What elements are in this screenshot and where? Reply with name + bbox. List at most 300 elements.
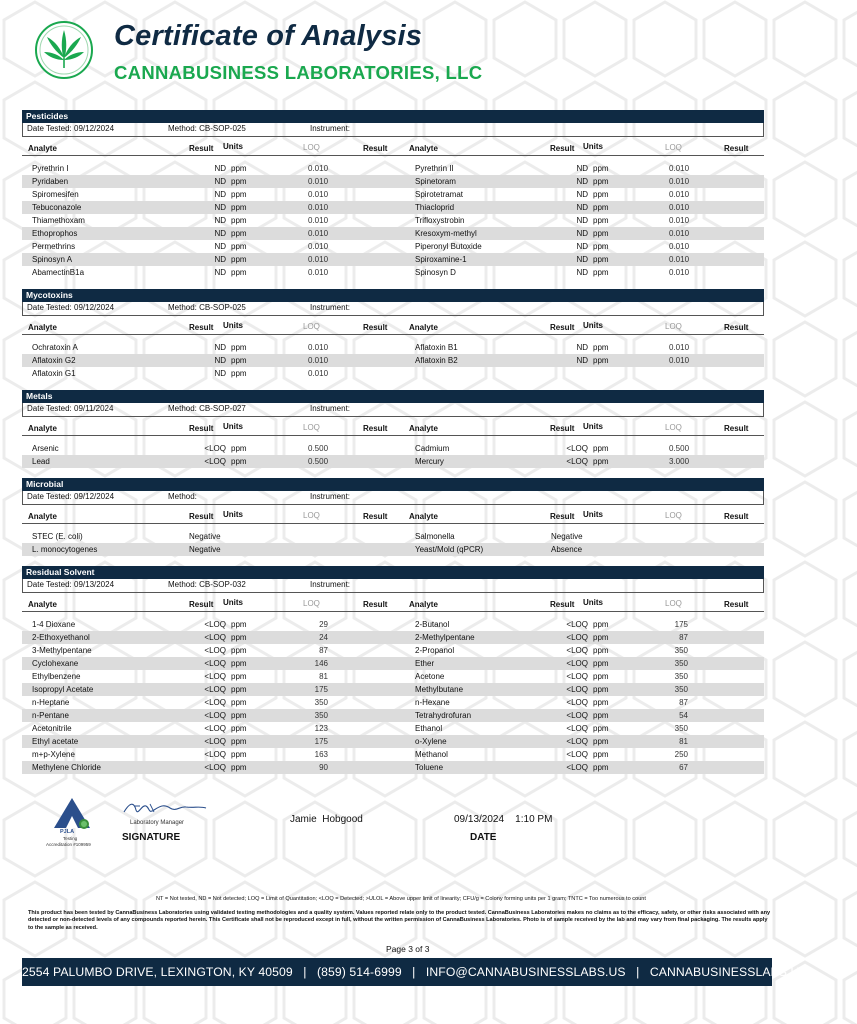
- cannabis-leaf-logo-icon: [34, 20, 94, 80]
- units-cell: ppm: [593, 659, 609, 668]
- units-cell: ppm: [231, 737, 247, 746]
- analyte-cell: AbamectinB1a: [32, 268, 85, 277]
- result-status-header: Result: [363, 144, 388, 153]
- loq-header: LOQ: [665, 423, 682, 432]
- loq-cell: 0.010: [669, 190, 690, 199]
- loq-cell: 350: [674, 659, 688, 668]
- table-row: [22, 240, 764, 253]
- units-header: Units: [583, 598, 603, 607]
- loq-header: LOQ: [665, 511, 682, 520]
- analyte-header: Analyte: [409, 323, 438, 332]
- table-row: [22, 162, 764, 175]
- loq-cell: 81: [319, 672, 328, 681]
- analyte-cell: Ethoprophos: [32, 229, 78, 238]
- units-cell: ppm: [231, 343, 247, 352]
- section-gap: [22, 380, 764, 390]
- method-label: Method: CB-SOP-025: [168, 124, 246, 133]
- section-rows: [22, 618, 764, 774]
- units-cell: ppm: [231, 190, 247, 199]
- loq-cell: 0.010: [669, 268, 690, 277]
- result-cell: ND: [214, 203, 226, 212]
- result-header: Result: [189, 323, 214, 332]
- analyte-cell: Acetonitrile: [32, 724, 72, 733]
- loq-cell: 87: [679, 633, 688, 642]
- loq-cell: 0.010: [669, 164, 690, 173]
- analyte-cell: Permethrins: [32, 242, 76, 251]
- units-cell: ppm: [593, 242, 609, 251]
- result-cell: <LOQ: [566, 620, 588, 629]
- result-cell: ND: [576, 242, 588, 251]
- result-cell: ND: [576, 216, 588, 225]
- result-cell: <LOQ: [204, 646, 226, 655]
- analyte-cell: 2-Butanol: [415, 620, 450, 629]
- result-cell: <LOQ: [204, 737, 226, 746]
- date-tested-label: Date Tested: 09/12/2024: [27, 303, 115, 312]
- result-cell: <LOQ: [566, 737, 588, 746]
- loq-cell: 175: [314, 737, 328, 746]
- loq-cell: 350: [314, 711, 328, 720]
- loq-header: LOQ: [303, 511, 320, 520]
- date-tested-label: Date Tested: 09/11/2024: [27, 404, 114, 413]
- result-cell: <LOQ: [204, 659, 226, 668]
- table-row: [22, 748, 764, 761]
- result-status-header: Result: [724, 600, 749, 609]
- result-header: Result: [189, 512, 214, 521]
- units-cell: ppm: [231, 255, 247, 264]
- loq-cell: 0.010: [308, 190, 329, 199]
- analyte-cell: Aflatoxin B2: [415, 356, 458, 365]
- section-gap: [22, 556, 764, 566]
- result-cell: <LOQ: [204, 763, 226, 772]
- result-status-header: Result: [724, 424, 749, 433]
- analyte-header: Analyte: [409, 600, 438, 609]
- table-row: [22, 657, 764, 670]
- loq-header: LOQ: [665, 143, 682, 152]
- units-cell: ppm: [593, 190, 609, 199]
- method-label: Method: CB-SOP-025: [168, 303, 246, 312]
- result-header: Result: [189, 424, 214, 433]
- section-info-row: [22, 403, 764, 417]
- result-cell: <LOQ: [204, 750, 226, 759]
- column-header-row: [22, 421, 764, 436]
- section-title: Residual Solvent: [22, 566, 764, 579]
- disclaimer-text: This product has been tested by CannaBusiness Laboratories using validated testing methodologies and a quality system. Values reported relate only to the product tested. CannaBusiness Laboratories makes no claims as to the efficacy, safety, or other risks associated with any detected or non-detected levels of any compounds reported herein. This Certificate shall not be reproduced except in full, without the written permission of CannaBusiness Laboratories. Photo is of sample received by the lab and may vary from final packaging. The results apply to the sample as received.: [28, 909, 771, 931]
- loq-cell: 0.010: [308, 343, 329, 352]
- loq-cell: 0.500: [308, 444, 329, 453]
- pjla-label: PJLA: [60, 829, 75, 835]
- loq-cell: 0.010: [308, 255, 329, 264]
- section-title: Metals: [22, 390, 764, 403]
- analyte-cell: Tebuconazole: [32, 203, 82, 212]
- analyte-cell: Spinosyn D: [415, 268, 456, 277]
- units-cell: ppm: [231, 216, 247, 225]
- analyte-cell: Ochratoxin A: [32, 343, 78, 352]
- units-cell: ppm: [593, 737, 609, 746]
- units-cell: ppm: [231, 369, 247, 378]
- result-cell: <LOQ: [566, 672, 588, 681]
- result-cell: ND: [576, 255, 588, 264]
- loq-cell: 54: [679, 711, 688, 720]
- units-cell: ppm: [593, 750, 609, 759]
- loq-cell: 175: [674, 620, 688, 629]
- units-cell: ppm: [593, 457, 609, 466]
- column-header-row: [22, 509, 764, 524]
- date-label: DATE: [470, 832, 497, 843]
- units-cell: ppm: [593, 444, 609, 453]
- footer-contact-bar: 2554 PALUMBO DRIVE, LEXINGTON, KY 40509 | (859) 514-6999 | INFO@CANNABUSINESSLABS.US | CANNABUSINESSLABS.US: [22, 958, 772, 986]
- analyte-cell: n-Pentane: [32, 711, 69, 720]
- loq-cell: 0.010: [669, 177, 690, 186]
- table-row: [22, 696, 764, 709]
- units-cell: ppm: [231, 620, 247, 629]
- result-cell: <LOQ: [566, 724, 588, 733]
- result-cell: ND: [214, 216, 226, 225]
- notes-block: [28, 896, 774, 932]
- result-status-header: Result: [724, 323, 749, 332]
- analyte-cell: Cyclohexane: [32, 659, 79, 668]
- units-cell: ppm: [231, 685, 247, 694]
- table-row: [22, 644, 764, 657]
- result-cell: ND: [214, 229, 226, 238]
- column-header-row: [22, 141, 764, 156]
- table-row: [22, 266, 764, 279]
- result-header: Result: [550, 323, 575, 332]
- units-cell: ppm: [593, 203, 609, 212]
- result-cell: ND: [576, 203, 588, 212]
- method-label: Method:: [168, 492, 197, 501]
- result-cell: <LOQ: [204, 672, 226, 681]
- result-status-header: Result: [724, 512, 749, 521]
- table-row: [22, 214, 764, 227]
- analyte-header: Analyte: [28, 323, 57, 332]
- loq-cell: 0.500: [308, 457, 329, 466]
- result-header: Result: [189, 144, 214, 153]
- analyte-cell: 2-Methylpentane: [415, 633, 475, 642]
- analyte-cell: Thiamethoxam: [32, 216, 85, 225]
- analyte-cell: Pyrethrin II: [415, 164, 454, 173]
- analyte-header: Analyte: [28, 600, 57, 609]
- units-cell: ppm: [231, 711, 247, 720]
- loq-cell: 0.010: [669, 343, 690, 352]
- section-title: Microbial: [22, 478, 764, 491]
- table-row: [22, 735, 764, 748]
- instrument-label: Instrument:: [310, 303, 351, 312]
- section-info-row: [22, 123, 764, 137]
- result-status-header: Result: [363, 323, 388, 332]
- loq-cell: 0.010: [669, 216, 690, 225]
- loq-cell: 250: [674, 750, 688, 759]
- loq-cell: 350: [674, 672, 688, 681]
- units-header: Units: [223, 422, 243, 431]
- result-cell: ND: [576, 190, 588, 199]
- analyte-cell: Arsenic: [32, 444, 59, 453]
- signature-date: 09/13/2024 1:10 PM: [454, 814, 553, 825]
- units-cell: ppm: [593, 685, 609, 694]
- units-header: Units: [223, 510, 243, 519]
- units-cell: ppm: [593, 229, 609, 238]
- table-row: [22, 227, 764, 240]
- loq-header: LOQ: [303, 423, 320, 432]
- table-row: [22, 367, 764, 380]
- result-cell: ND: [214, 177, 226, 186]
- result-cell: <LOQ: [566, 659, 588, 668]
- analyte-cell: Ethyl acetate: [32, 737, 79, 746]
- units-cell: ppm: [593, 164, 609, 173]
- units-cell: ppm: [231, 763, 247, 772]
- section-gap: [22, 468, 764, 478]
- result-cell: ND: [214, 255, 226, 264]
- result-cell: <LOQ: [204, 633, 226, 642]
- section-info-row: [22, 579, 764, 593]
- loq-header: LOQ: [303, 599, 320, 608]
- loq-cell: 0.010: [669, 356, 690, 365]
- units-cell: ppm: [231, 203, 247, 212]
- analyte-cell: L. monocytogenes: [32, 545, 98, 554]
- loq-cell: 350: [674, 685, 688, 694]
- section-info-row: [22, 302, 764, 316]
- table-row: [22, 201, 764, 214]
- instrument-label: Instrument:: [310, 492, 351, 501]
- loq-cell: 163: [314, 750, 328, 759]
- handwritten-signature-icon: [120, 798, 230, 820]
- units-cell: ppm: [231, 672, 247, 681]
- result-cell: <LOQ: [566, 457, 588, 466]
- loq-cell: 0.010: [308, 356, 329, 365]
- analyte-header: Analyte: [28, 512, 57, 521]
- result-cell: Negative: [551, 532, 583, 541]
- analyte-cell: n-Hexane: [415, 698, 450, 707]
- loq-cell: 0.500: [669, 444, 690, 453]
- analyte-cell: Cadmium: [415, 444, 450, 453]
- result-cell: ND: [214, 369, 226, 378]
- date-tested-label: Date Tested: 09/12/2024: [27, 492, 115, 501]
- units-header: Units: [223, 142, 243, 151]
- result-cell: <LOQ: [566, 646, 588, 655]
- results-sections: [22, 110, 764, 784]
- section-title: Mycotoxins: [22, 289, 764, 302]
- result-status-header: Result: [363, 600, 388, 609]
- table-row: [22, 188, 764, 201]
- loq-cell: 0.010: [669, 255, 690, 264]
- signature-label: SIGNATURE: [122, 832, 181, 843]
- section-gap: [22, 774, 764, 784]
- instrument-label: Instrument:: [310, 124, 351, 133]
- loq-cell: 0.010: [308, 216, 329, 225]
- units-cell: ppm: [593, 177, 609, 186]
- table-row: [22, 683, 764, 696]
- section-rows: [22, 162, 764, 279]
- column-header-row: [22, 597, 764, 612]
- result-cell: ND: [214, 242, 226, 251]
- loq-cell: 0.010: [308, 242, 329, 251]
- pjla-testing: Testing: [63, 836, 78, 841]
- result-cell: ND: [214, 356, 226, 365]
- analyte-cell: o-Xylene: [415, 737, 447, 746]
- units-header: Units: [583, 510, 603, 519]
- table-row: [22, 670, 764, 683]
- loq-header: LOQ: [303, 322, 320, 331]
- loq-cell: 87: [319, 646, 328, 655]
- analyte-cell: Spiroxamine-1: [415, 255, 467, 264]
- analyte-cell: Spinetoram: [415, 177, 456, 186]
- analyte-cell: Salmonella: [415, 532, 455, 541]
- result-cell: ND: [214, 164, 226, 173]
- result-cell: <LOQ: [204, 698, 226, 707]
- analyte-cell: 2-Propanol: [415, 646, 455, 655]
- lab-manager-caption: Laboratory Manager: [130, 820, 185, 826]
- table-row: [22, 253, 764, 266]
- units-cell: ppm: [593, 646, 609, 655]
- analyte-cell: Aflatoxin B1: [415, 343, 458, 352]
- result-cell: ND: [214, 190, 226, 199]
- analyte-cell: STEC (E. coli): [32, 532, 83, 541]
- analyte-cell: Spiromesifen: [32, 190, 79, 199]
- analyte-cell: Pyrethrin I: [32, 164, 69, 173]
- analyte-cell: Methylbutane: [415, 685, 464, 694]
- units-cell: ppm: [231, 646, 247, 655]
- result-cell: <LOQ: [566, 633, 588, 642]
- result-cell: <LOQ: [204, 685, 226, 694]
- analyte-cell: 3-Methylpentane: [32, 646, 92, 655]
- units-header: Units: [583, 142, 603, 151]
- loq-cell: 0.010: [308, 177, 329, 186]
- analyte-cell: Ethylbenzene: [32, 672, 81, 681]
- analyte-cell: 2-Ethoxyethanol: [32, 633, 90, 642]
- section-info-row: [22, 491, 764, 505]
- loq-cell: 0.010: [669, 229, 690, 238]
- units-cell: ppm: [593, 216, 609, 225]
- result-cell: ND: [576, 164, 588, 173]
- units-cell: ppm: [231, 633, 247, 642]
- signatory-name: Jamie Hobgood: [290, 814, 363, 825]
- analyte-cell: Isopropyl Acetate: [32, 685, 94, 694]
- analyte-cell: Methanol: [415, 750, 448, 759]
- loq-cell: 0.010: [308, 203, 329, 212]
- table-row: [22, 761, 764, 774]
- result-cell: <LOQ: [204, 457, 226, 466]
- analyte-cell: Spirotetramat: [415, 190, 464, 199]
- analyte-cell: Kresoxym-methyl: [415, 229, 477, 238]
- loq-cell: 0.010: [308, 229, 329, 238]
- result-cell: <LOQ: [566, 698, 588, 707]
- loq-header: LOQ: [303, 143, 320, 152]
- result-cell: <LOQ: [566, 711, 588, 720]
- table-row: [22, 354, 764, 367]
- units-header: Units: [583, 422, 603, 431]
- analyte-cell: Lead: [32, 457, 50, 466]
- analyte-cell: Methylene Chloride: [32, 763, 101, 772]
- analyte-cell: Trifloxystrobin: [415, 216, 465, 225]
- analyte-cell: Pyridaben: [32, 177, 69, 186]
- loq-cell: 123: [314, 724, 328, 733]
- page-number: Page 3 of 3: [386, 944, 430, 954]
- units-cell: ppm: [231, 750, 247, 759]
- units-cell: ppm: [593, 255, 609, 264]
- units-header: Units: [583, 321, 603, 330]
- table-row: [22, 530, 764, 543]
- analyte-cell: m+p-Xylene: [32, 750, 75, 759]
- result-cell: Negative: [189, 545, 221, 554]
- analyte-cell: Toluene: [415, 763, 444, 772]
- result-status-header: Result: [363, 512, 388, 521]
- analyte-cell: Ether: [415, 659, 435, 668]
- analyte-cell: Mercury: [415, 457, 444, 466]
- loq-cell: 350: [314, 698, 328, 707]
- analyte-cell: Aflatoxin G2: [32, 356, 76, 365]
- units-cell: ppm: [231, 229, 247, 238]
- units-cell: ppm: [593, 763, 609, 772]
- loq-cell: 0.010: [669, 242, 690, 251]
- result-cell: Negative: [189, 532, 221, 541]
- units-cell: ppm: [231, 164, 247, 173]
- date-tested-label: Date Tested: 09/13/2024: [27, 580, 115, 589]
- loq-cell: 0.010: [308, 164, 329, 173]
- loq-cell: 67: [679, 763, 688, 772]
- units-cell: ppm: [593, 620, 609, 629]
- result-cell: <LOQ: [204, 711, 226, 720]
- table-row: [22, 442, 764, 455]
- units-cell: ppm: [231, 659, 247, 668]
- result-status-header: Result: [724, 144, 749, 153]
- method-label: Method: CB-SOP-027: [168, 404, 246, 413]
- instrument-label: Instrument:: [310, 580, 351, 589]
- lab-name: CANNABUSINESS LABORATORIES, LLC: [114, 62, 483, 83]
- section-rows: [22, 341, 764, 380]
- loq-cell: 350: [674, 724, 688, 733]
- loq-cell: 0.010: [308, 369, 329, 378]
- result-header: Result: [550, 424, 575, 433]
- analyte-cell: Thiacloprid: [415, 203, 455, 212]
- section-rows: [22, 530, 764, 556]
- section-gap: [22, 279, 764, 289]
- result-cell: Absence: [551, 545, 583, 554]
- loq-cell: 0.010: [669, 203, 690, 212]
- loq-cell: 175: [314, 685, 328, 694]
- section-title: Pesticides: [22, 110, 764, 123]
- document-title: Certificate of Analysis: [114, 20, 423, 52]
- units-cell: ppm: [231, 268, 247, 277]
- loq-cell: 81: [679, 737, 688, 746]
- loq-header: LOQ: [665, 599, 682, 608]
- units-cell: ppm: [593, 343, 609, 352]
- units-cell: ppm: [593, 724, 609, 733]
- units-cell: ppm: [231, 177, 247, 186]
- analyte-header: Analyte: [409, 424, 438, 433]
- result-cell: <LOQ: [566, 444, 588, 453]
- units-cell: ppm: [231, 444, 247, 453]
- loq-cell: 90: [319, 763, 328, 772]
- units-cell: ppm: [593, 268, 609, 277]
- loq-header: LOQ: [665, 322, 682, 331]
- loq-cell: 87: [679, 698, 688, 707]
- units-cell: ppm: [231, 724, 247, 733]
- instrument-label: Instrument:: [310, 404, 351, 413]
- result-cell: ND: [576, 177, 588, 186]
- analyte-cell: Tetrahydrofuran: [415, 711, 472, 720]
- table-row: [22, 341, 764, 354]
- section-rows: [22, 442, 764, 468]
- date-tested-label: Date Tested: 09/12/2024: [27, 124, 115, 133]
- loq-cell: 3.000: [669, 457, 690, 466]
- units-cell: ppm: [231, 698, 247, 707]
- analyte-cell: Acetone: [415, 672, 445, 681]
- method-label: Method: CB-SOP-032: [168, 580, 246, 589]
- units-cell: ppm: [593, 698, 609, 707]
- result-cell: ND: [576, 268, 588, 277]
- result-cell: <LOQ: [204, 620, 226, 629]
- loq-cell: 350: [674, 646, 688, 655]
- table-row: [22, 455, 764, 468]
